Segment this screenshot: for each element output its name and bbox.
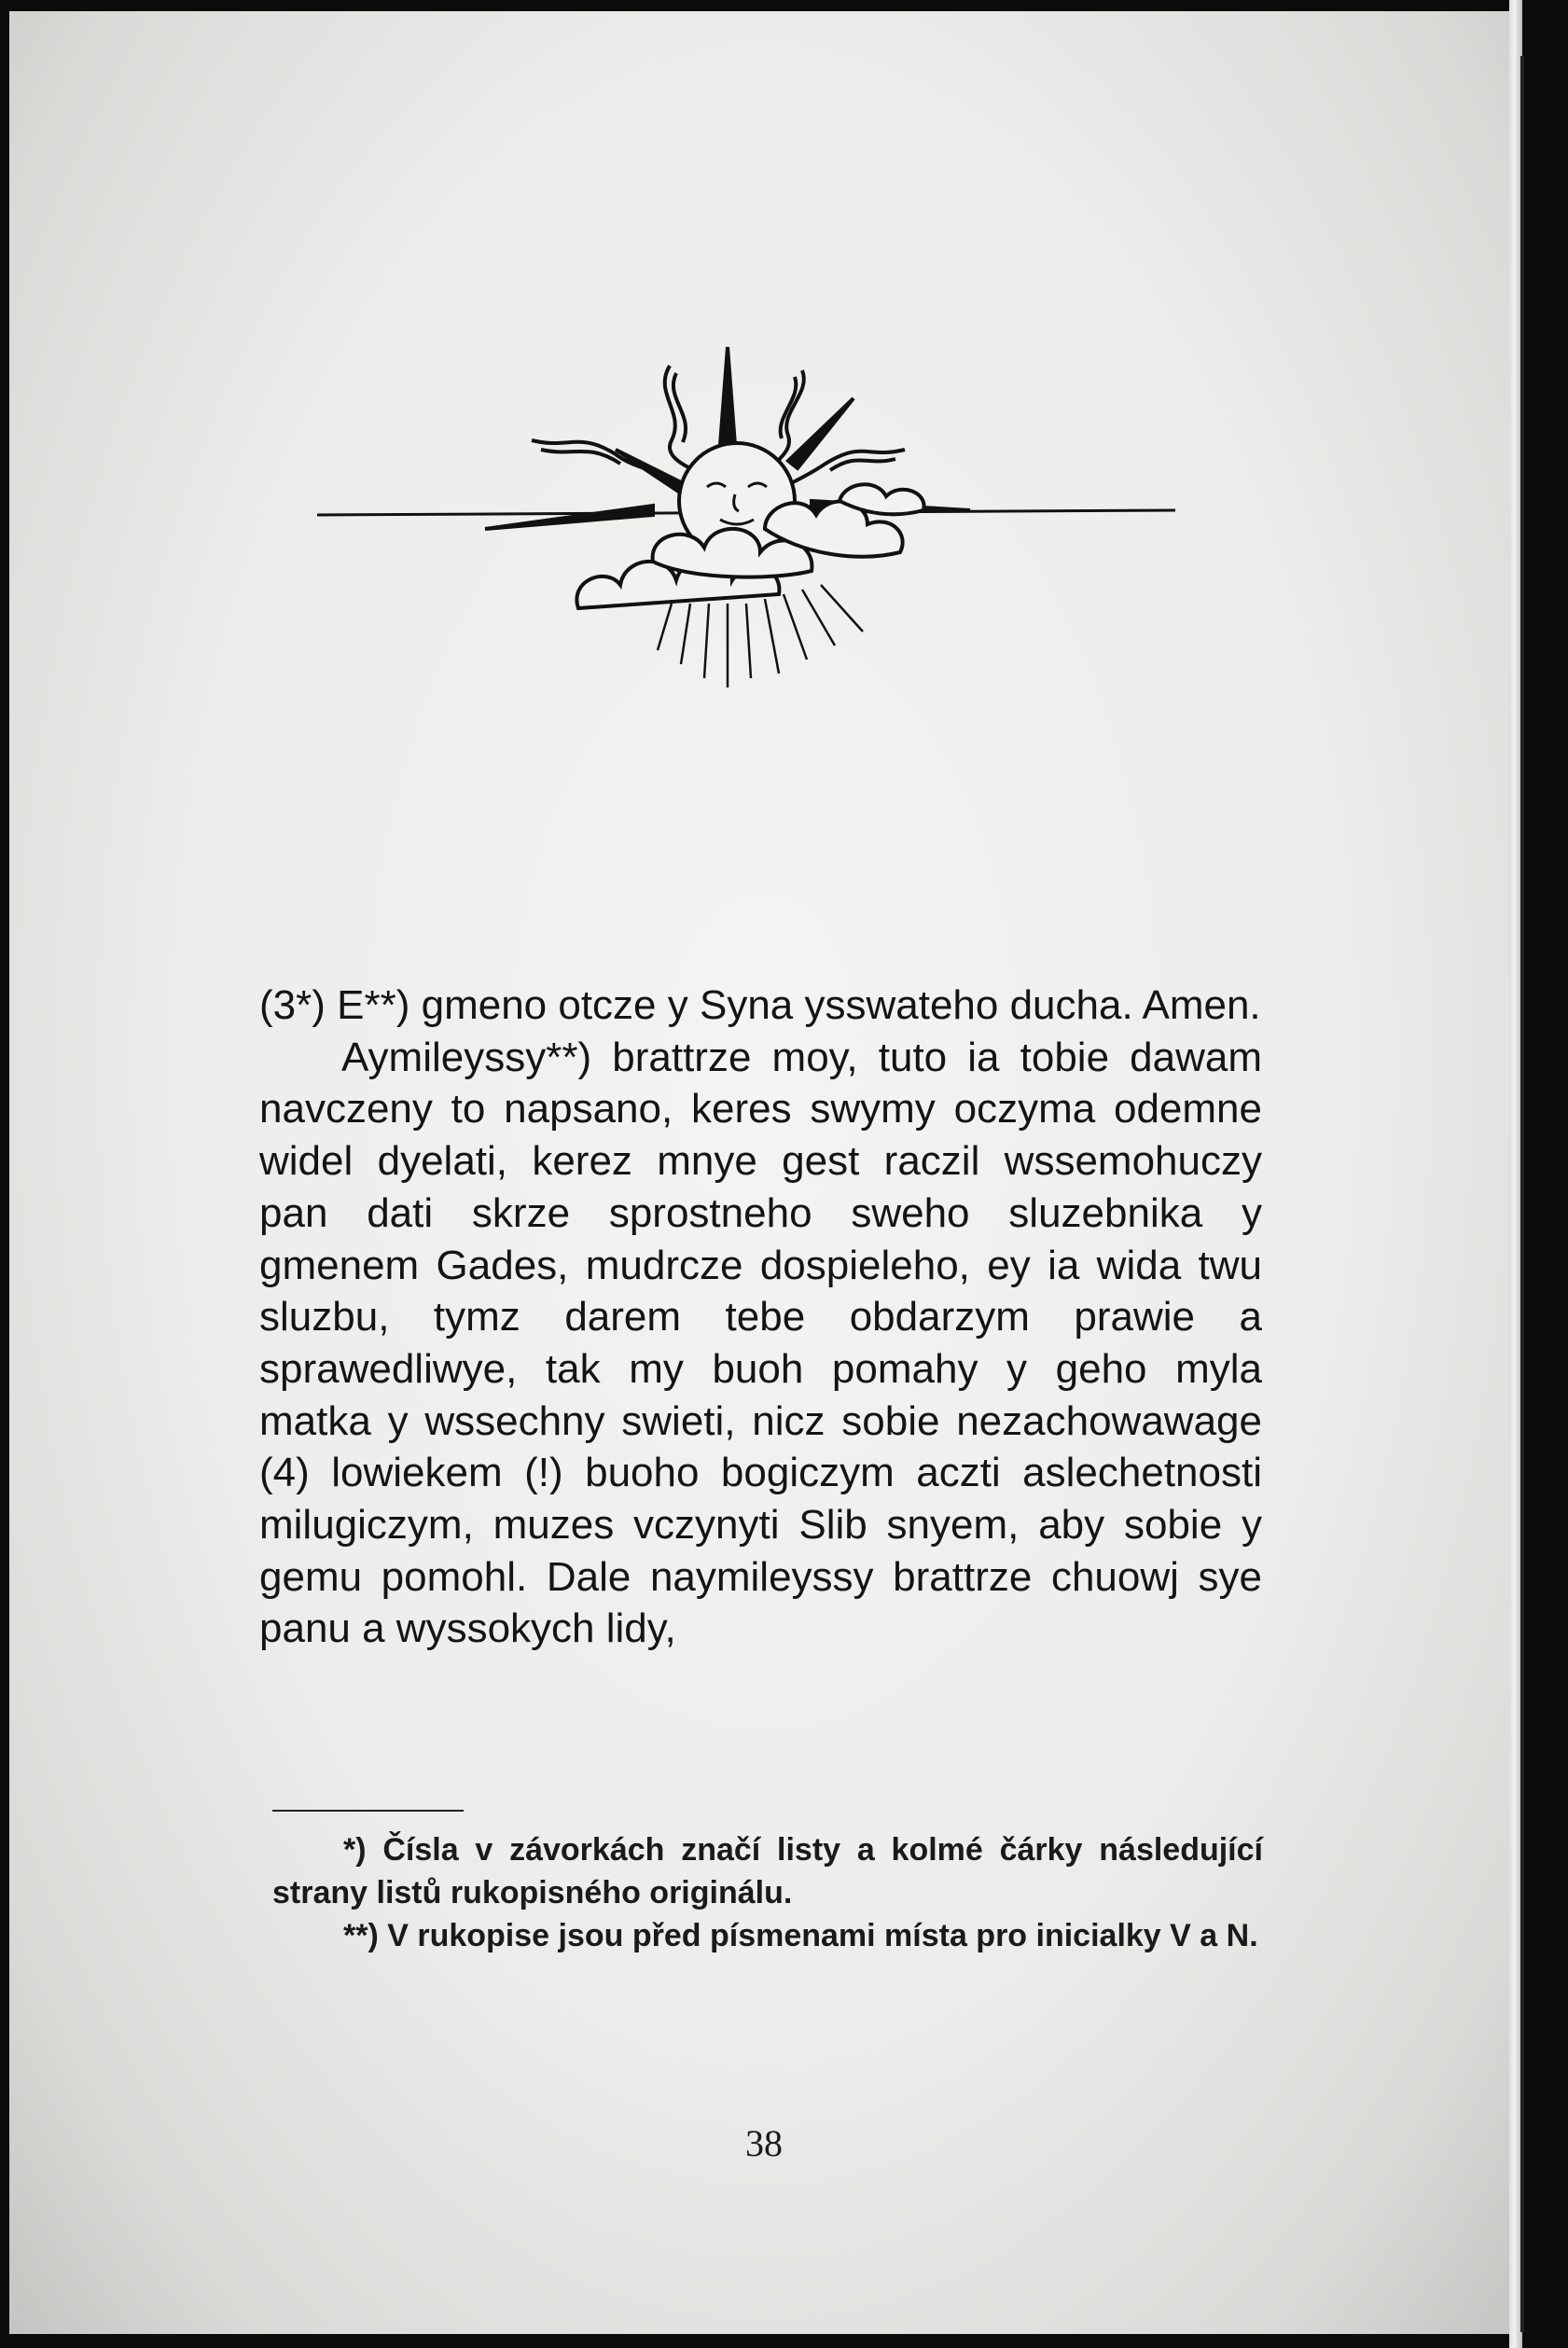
footnotes [272,1828,1263,1957]
main-text [259,979,1262,1655]
book-page [9,11,1519,2334]
paragraph-body: Aymileyssy**) brattrze moy, tuto ia tobie dawam navczeny to napsano, keres swymy oczyma odemne widel dyelati, kerez mnye gest raczil wssemohuczy pan dati skrze sprostneho sweho sluzebnika y gmenem Gades, mudrcze dospieleho, ey ia wida twu sluzbu, tymz darem tebe obdarzym prawie a sprawedliwye, tak my buoh pomahy y geho myla matka y wssechny swieti, nicz sobie nezachowawage (4) lowiekem (!) buoho bogiczym aczti aslechetnosti milugiczym, muzes vczynyti Slib snyem, aby sobie y gemu pomohl. Dale naymileyssy brattrze chuowj sye panu a wyssokych lidy, [259,1034,1262,1652]
page-number: 38 [745,2122,783,2164]
paragraph-opening: (3*) E**) gmeno otcze y Syna ysswateho ducha. Amen. [259,982,1261,1028]
footnote-1: *) Čísla v závorkách značí listy a kolmé čárky následující strany listů rukopisného originálu. [272,1832,1263,1910]
footnote-2: **) V rukopise jsou před písmenami místa pro inicialky V a N. [343,1918,1258,1953]
sun-with-clouds-ornament [317,328,1175,702]
footnote-divider [272,1810,464,1812]
spine-edge-line [1520,56,1524,2332]
